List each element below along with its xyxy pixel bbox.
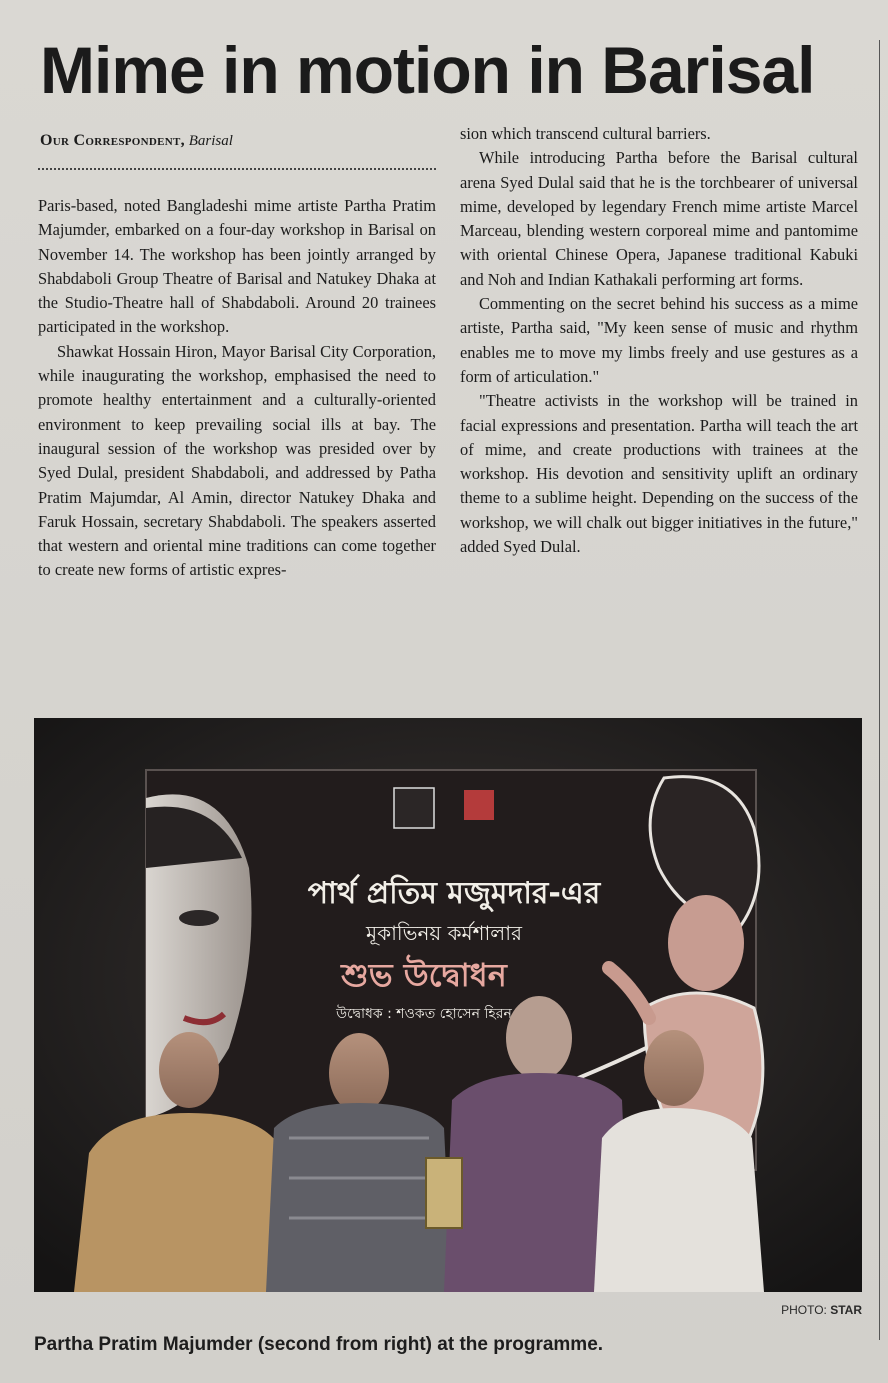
column-rule [879,40,880,1340]
banner-subtitle: মূকাভিনয় কর্মশালার [365,921,523,945]
paragraph: Commenting on the secret behind his success as a mime artiste, Partha said, "My keen sense of music and rhythm enables me to move my limbs freely and use gestures as a form of articulation." [460,294,858,386]
photo-credit-label: PHOTO: [781,1303,827,1317]
logo-mark [394,788,434,828]
photo-illustration [34,718,862,1292]
memento-crest [426,1158,462,1228]
byline-place: Barisal [188,133,233,149]
photo-credit [700,1303,862,1317]
banner-inaugurator: উদ্বোধক : শওকত হোসেন হিরন [336,1006,512,1022]
byline-name: Our Correspondent, [40,132,185,149]
article-column-1 [38,194,436,583]
paragraph: sion which transcend cultural barriers. [460,124,711,143]
paragraph: "Theatre activists in the workshop will be trained in facial expressions and presentation. Partha will teach the art of mime, and create productions with trainees at the workshop. His devotion and sensitivity uplift an ordinary theme to a sublime height. Depending on the success of the workshop, we will chalk out bigger initiatives in the future," added Syed Dulal. [460,391,858,557]
logo-mark [464,790,494,820]
paragraph: Paris-based, noted Bangladeshi mime artiste Partha Pratim Majumder, embarked on a four-day workshop in Barisal on November 14. The workshop has been jointly arranged by Shabdaboli Group Theatre of Barisal and Natukey Dhaka at the Studio-Theatre hall of Shabdaboli. Around 20 trainees participated in the workshop. [38,196,436,337]
photo-credit-source: STAR [830,1303,862,1317]
paragraph: While introducing Partha before the Barisal cultural arena Syed Dulal said that he is the torchbearer of universal mime, developed by legendary French mime artiste Marcel Marceau, blending western corporeal mime and pantomime with oriental Chinese Opera, Japanese traditional Kabuki and Noh and Indian Kathakali performing art forms. [460,148,858,289]
photo-caption: Partha Pratim Majumder (second from right) at the programme. [34,1334,604,1355]
banner-heading: শুভ উদ্বোধন [341,956,507,994]
banner-title: পার্থ প্রতিম মজুমদার-এর [307,876,601,911]
paragraph: Shawkat Hossain Hiron, Mayor Barisal City Corporation, while inaugurating the workshop, emphasised the need to promote healthy entertainment and a culturally-oriented environment to keep prevailing social ills at bay. The inaugural session of the workshop was presided over by Syed Dulal, president Shabdaboli, and addressed by Patha Pratim Majumdar, Al Amin, director Natukey Dhaka and Faruk Hossain, secretary Shabdaboli. The speakers asserted that western and oriental mine traditions can come together to create new forms of artistic expres- [38,341,436,580]
byline-divider [38,168,436,170]
byline [40,131,440,151]
headline: Mime in motion in Barisal [40,33,815,107]
article-column-2 [460,122,858,559]
news-photo [34,718,862,1292]
